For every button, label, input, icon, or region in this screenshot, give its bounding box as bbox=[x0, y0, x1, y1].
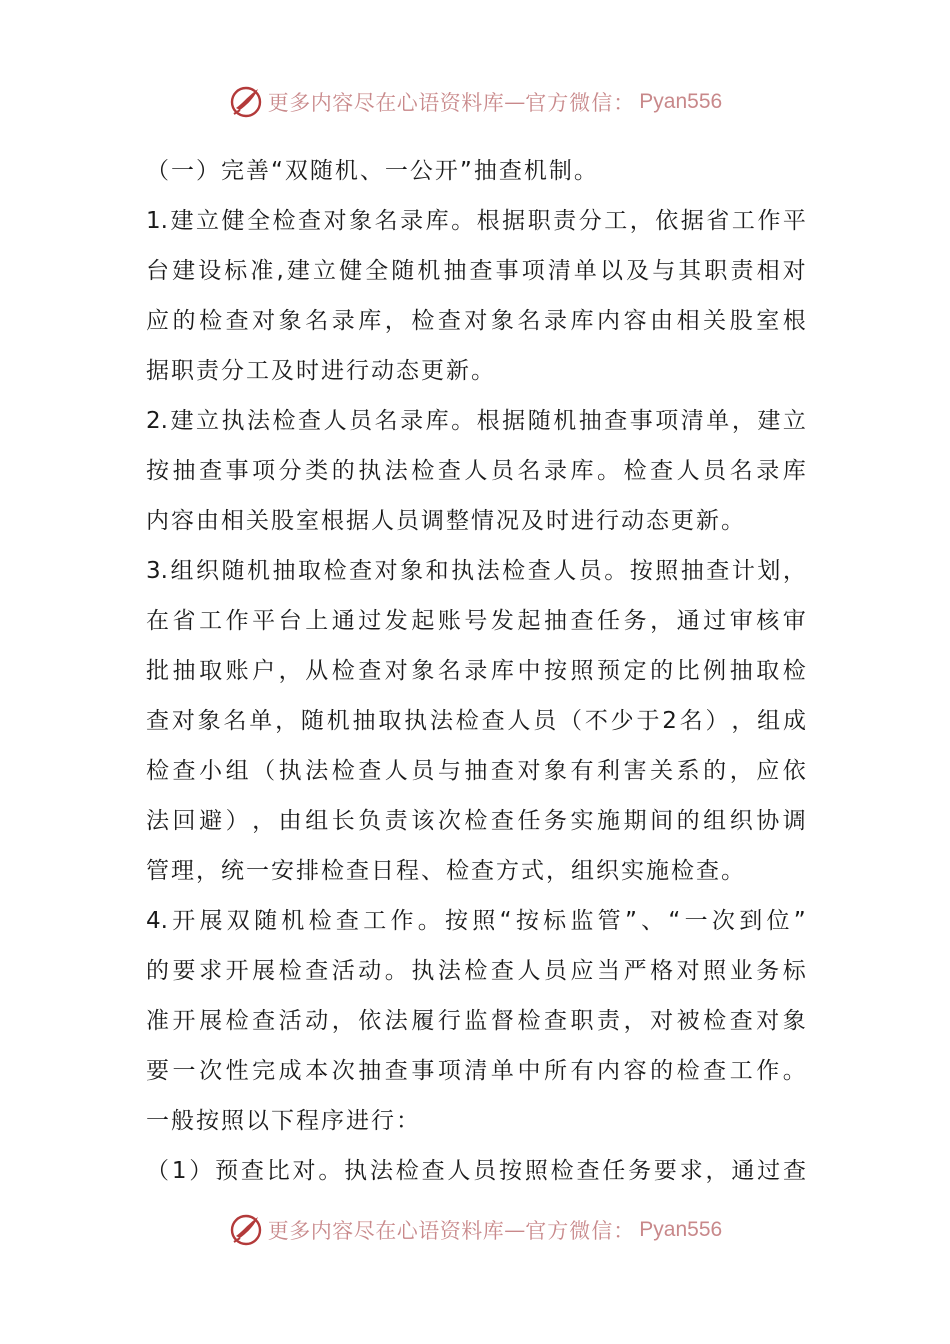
text-line: （一）完善“双随机、一公开”抽查机制。 bbox=[146, 158, 599, 184]
text-line: （ 1 ） 预 查 比 对 。 执 法 检 查 人 员 按 照 检 查 任 务 要 求 ， 通 过 查 bbox=[146, 1158, 806, 1184]
text-line: 一般按照以下程序进行： bbox=[146, 1108, 421, 1134]
banner-separator: — bbox=[504, 90, 526, 114]
quill-seal-logo-icon bbox=[228, 84, 264, 120]
banner-text: 更多内容尽在心语资料库 bbox=[267, 91, 505, 115]
text-line: 管理，统一安排检查日程、检查方式，组织实施检查。 bbox=[146, 858, 746, 884]
banner-text: 更多内容尽在心语资料库 bbox=[267, 1219, 505, 1243]
text-line: 检 查 小 组 （ 执 法 检 查 人 员 与 抽 查 对 象 有 利 害 关 系 的 ， 应 依 bbox=[146, 758, 806, 784]
text-line: 1. 建 立 健 全 检 查 对 象 名 录 库 。 根 据 职 责 分 工 ， 依 据 省 工 作 平 bbox=[146, 208, 806, 234]
banner-wechat-id: Pyan556 bbox=[639, 1218, 723, 1241]
text-line: 内容由相关股室根据人员调整情况及时进行动态更新。 bbox=[146, 508, 746, 534]
text-line: 应 的 检 查 对 象 名 录 库 ， 检 查 对 象 名 录 库 内 容 由 相 关 股 室 根 bbox=[146, 308, 806, 334]
text-line: 据职责分工及时进行动态更新。 bbox=[146, 358, 496, 384]
banner-wechat-id: Pyan556 bbox=[639, 90, 723, 113]
text-line: 4. 开 展 双 随 机 检 查 工 作 。 按 照 “ 按 标 监 管 ” 、 “ 一 次 到 位 ” bbox=[146, 908, 806, 934]
banner-wechat-label: 官方微信： bbox=[525, 91, 636, 115]
text-line: 2. 建 立 执 法 检 查 人 员 名 录 库 。 根 据 随 机 抽 查 事 项 清 单 ， 建 立 bbox=[146, 408, 806, 434]
header-watermark-banner bbox=[0, 82, 950, 122]
banner-separator: — bbox=[504, 1218, 526, 1242]
text-line: 的 要 求 开 展 检 查 活 动 。 执 法 检 查 人 员 应 当 严 格 对 照 业 务 标 bbox=[146, 958, 806, 984]
text-line: 台 建 设 标 准 , 建 立 健 全 随 机 抽 查 事 项 清 单 以 及 与 其 职 责 相 对 bbox=[146, 258, 806, 284]
text-line: 查 对 象 名 单 ， 随 机 抽 取 执 法 检 查 人 员 （ 不 少 于 2 名 ） ， 组 成 bbox=[146, 708, 806, 734]
document-body bbox=[146, 146, 806, 1196]
text-line: 要 一 次 性 完 成 本 次 抽 查 事 项 清 单 中 所 有 内 容 的 检 查 工 作 。 bbox=[146, 1058, 806, 1084]
footer-watermark-banner bbox=[0, 1210, 950, 1250]
text-line: 法 回 避 ） ， 由 组 长 负 责 该 次 检 查 任 务 实 施 期 间 的 组 织 协 调 bbox=[146, 808, 806, 834]
quill-seal-logo-icon bbox=[228, 1212, 264, 1248]
text-line: 按 抽 查 事 项 分 类 的 执 法 检 查 人 员 名 录 库 。 检 查 人 员 名 录 库 bbox=[146, 458, 806, 484]
text-line: 准 开 展 检 查 活 动 ， 依 法 履 行 监 督 检 查 职 责 ， 对 被 检 查 对 象 bbox=[146, 1008, 806, 1034]
text-line: 在 省 工 作 平 台 上 通 过 发 起 账 号 发 起 抽 查 任 务 ， 通 过 审 核 审 bbox=[146, 608, 806, 634]
text-line: 3. 组 织 随 机 抽 取 检 查 对 象 和 执 法 检 查 人 员 。 按 照 抽 查 计 划 ， bbox=[146, 558, 806, 584]
banner-wechat-label: 官方微信： bbox=[525, 1219, 636, 1243]
text-line: 批 抽 取 账 户 ， 从 检 查 对 象 名 录 库 中 按 照 预 定 的 比 例 抽 取 检 bbox=[146, 658, 806, 684]
